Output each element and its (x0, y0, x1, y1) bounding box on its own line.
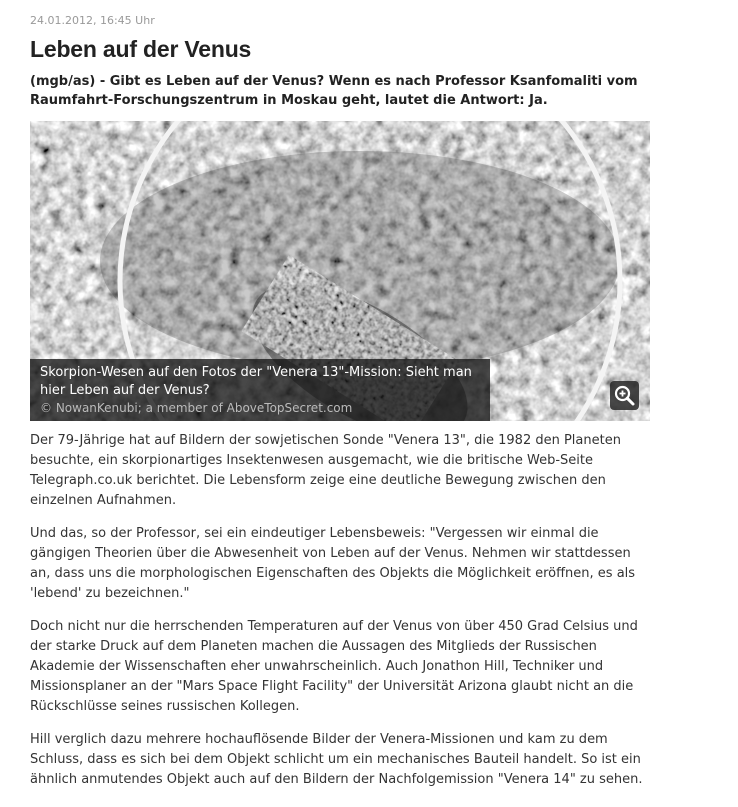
paragraph: Der 79-Jährige hat auf Bildern der sowjetischen Sonde "Venera 13", die 1982 den Planeten besuchte, ein skorpionartiges Insektenwesen ausgemacht, wie die britische Web-Seite Telegraph.co.uk berichtet. Die Lebensform zeige eine deutliche Bewegung zwischen den einzelnen Aufnahmen. (30, 433, 621, 508)
paragraph: Und das, so der Professor, sei ein eindeutiger Lebensbeweis: "Vergessen wir einmal die gängigen Theorien über die Abwesenheit von Leben auf der Venus. Nehmen wir stattdessen an, dass uns die morphologischen Eigenschaften des Objekts die Möglichkeit eröffnen, es als 'lebend' zu bezeichnen." (30, 526, 636, 601)
paragraph: Hill verglich dazu mehrere hochauflösende Bilder der Venera-Missionen und kam zu dem Schluss, dass es sich bei dem Objekt schlicht um ein mechanisches Bauteil handelt. So ist ein ähnlich anmutendes Objekt auch auf den Bildern der Nachfolgemission "Venera 14" zu sehen. (30, 732, 643, 787)
article-body (30, 431, 650, 803)
article-title: Leben auf der Venus (30, 36, 252, 62)
image-caption-box (30, 359, 490, 421)
image-caption: Skorpion-Wesen auf den Fotos der "Venera 13"-Mission: Sieht man hier Leben auf der Venus? (40, 365, 472, 398)
article-image[interactable] (30, 121, 650, 421)
article-lead: (mgb/as) - Gibt es Leben auf der Venus? Wenn es nach Professor Ksanfomaliti vom Raumfahrt-Forschungszentrum in Moskau geht, lautet die Antwort: Ja. (30, 74, 638, 108)
image-credit: © NowanKenubi; a member of AboveTopSecret.com (40, 401, 353, 415)
article-date: 24.01.2012, 16:45 Uhr (30, 14, 155, 27)
paragraph: Doch nicht nur die herrschenden Temperaturen auf der Venus von über 450 Grad Celsius und der starke Druck auf dem Planeten machen die Aussagen des Mitglieds der Russischen Akademie der Wissenschaften eher unwahrscheinlich. Auch Jonathon Hill, Techniker und Missionsplaner an der "Mars Space Flight Facility" der Universität Arizona glaubt nicht an die Rückschlüsse seines russischen Kollegen. (30, 619, 638, 714)
zoom-button[interactable] (610, 381, 639, 410)
magnifier-plus-icon (610, 381, 639, 410)
